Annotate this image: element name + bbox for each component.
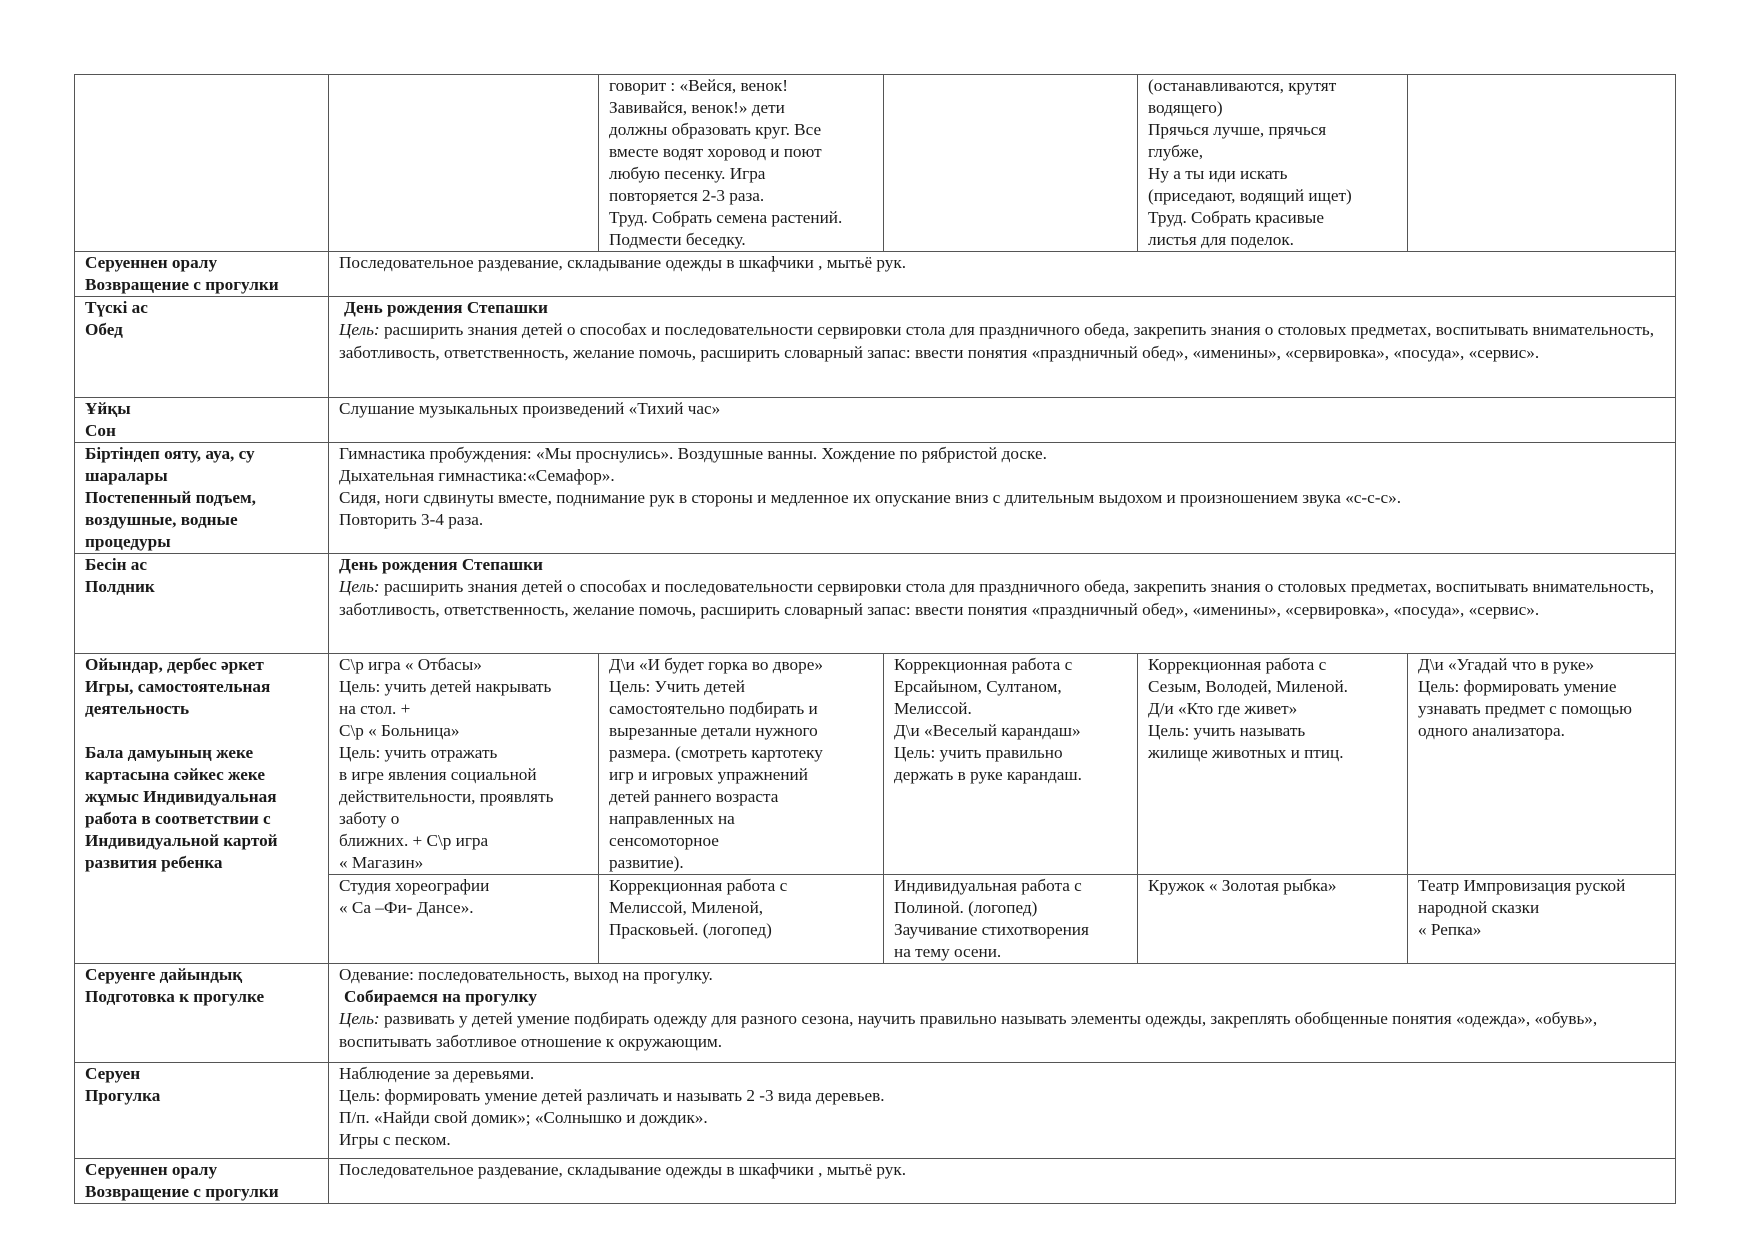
prep-row <box>75 964 1676 1063</box>
cont-text-line: Прячься лучше, прячься <box>1148 120 1327 139</box>
cont-text-line: (останавливаются, крутят <box>1148 76 1337 95</box>
walk-label: Серуен Прогулка <box>75 1063 329 1159</box>
games-cell-5: Д\и «Угадай что в руке» Цель: формировать умение узнавать предмет с помощью одного анализатора. <box>1408 654 1676 875</box>
wakeup-row <box>75 443 1676 554</box>
cont-label-cell <box>75 75 329 252</box>
games2-cell-3: Индивидуальная работа с Полиной. (логопед) Заучивание стихотворения на тему осени. <box>884 875 1138 964</box>
return-content: Последовательное раздевание, складывание одежды в шкафчики , мытьё рук. <box>329 252 1676 297</box>
cont-text-line: Труд. Собрать красивые <box>1148 208 1324 227</box>
return-row-2 <box>75 1159 1676 1204</box>
prep-label: Серуенге дайындық Подготовка к прогулке <box>75 964 329 1063</box>
cont-cell-4 <box>884 75 1138 252</box>
cont-text-line: должны образовать круг. Все <box>609 120 822 139</box>
games-row <box>75 654 1676 875</box>
snack-content <box>329 554 1676 654</box>
return-label: Серуеннен оралу Возвращение с прогулки <box>75 252 329 297</box>
daily-plan-table <box>74 74 1676 1204</box>
wakeup-label: Біртіндеп ояту, ауа, су шаралары Постепенный подъем, воздушные, водные процедуры <box>75 443 329 554</box>
games2-cell-4: Кружок « Золотая рыбка» <box>1138 875 1408 964</box>
wakeup-content: Гимнастика пробуждения: «Мы проснулись». Воздушные ванны. Хождение по рябристой доске. Дыхательная гимнастика:«Семафор». Сидя, ноги сдвинуты вместе, поднимание рук в стороны и медленное их опускание вниз с длительным выдохом и произношением звука «с-с-с». Повторить 3-4 раза. <box>329 443 1676 554</box>
games2-cell-5: Театр Импровизация руской народной сказки « Репка» <box>1408 875 1676 964</box>
sleep-content: Слушание музыкальных произведений «Тихий час» <box>329 398 1676 443</box>
games-label: Ойындар, дербес әркет Игры, самостоятельная деятельность Бала дамуының жеке картасына сәйкес жеке жұмыс Индивидуальная работа в соответствии с Индивидуальной картой развития ребенка <box>75 654 329 964</box>
lunch-label: Түскі ас Обед <box>75 297 329 398</box>
cont-text-line: Подмести беседку. <box>609 230 746 249</box>
cont-text-line: (приседают, водящий ищет) <box>1148 186 1352 205</box>
snack-heading: День рождения Степашки <box>339 555 543 574</box>
return-row <box>75 252 1676 297</box>
cont-text-line: говорит : «Вейся, венок! <box>609 76 788 95</box>
cont-cell-6 <box>1408 75 1676 252</box>
cont-text-line: повторяется 2-3 раза. <box>609 186 765 205</box>
games-cell-4: Коррекционная работа с Сезым, Володей, Миленой. Д/и «Кто где живет» Цель: учить называть жилище животных и птиц. <box>1138 654 1408 875</box>
games2-cell-1: Студия хореографии « Са –Фи- Дансе». <box>329 875 599 964</box>
return2-content: Последовательное раздевание, складывание одежды в шкафчики , мытьё рук. <box>329 1159 1676 1204</box>
cont-text-line: Ну а ты иди искать <box>1148 164 1288 183</box>
games-cell-2: Д\и «И будет горка во дворе» Цель: Учить детей самостоятельно подбирать и вырезанные детали нужного размера. (смотреть картотеку игр и игровых упражнений детей раннего возраста направленных на сенсомоторное развитие). <box>599 654 884 875</box>
cont-cell-3 <box>599 75 884 252</box>
cont-text-line: вместе водят хоровод и поют <box>609 142 822 161</box>
lunch-content <box>329 297 1676 398</box>
snack-goal: Цель: расширить знания детей о способах и последовательности сервировки стола для праздничного обеда, закрепить знания о столовых предметах, воспитывать внимательность, заботливость, ответственность, желание помочь, расширить словарный запас: ввести понятия «праздничный обед», «именины», «сервировка», «посуда», «сервис». <box>339 577 1655 619</box>
cont-text-line: глубже, <box>1148 142 1204 161</box>
cont-text-line: любую песенку. Игра <box>609 164 766 183</box>
continuation-row <box>75 75 1676 252</box>
lunch-heading: День рождения Степашки <box>344 298 548 317</box>
games-cell-3: Коррекционная работа с Ерсайыном, Султаном, Мелиссой. Д\и «Веселый карандаш» Цель: учить правильно держать в руке карандаш. <box>884 654 1138 875</box>
prep-goal: Цель: развивать у детей умение подбирать одежду для разного сезона, научить правильно называть элементы одежды, закреплять обобщенные понятия «одежда», «обувь», воспитывать заботливое отношение к окружающим. <box>339 1009 1598 1051</box>
games2-cell-2: Коррекционная работа с Мелиссой, Миленой, Прасковьей. (логопед) <box>599 875 884 964</box>
cont-cell-5 <box>1138 75 1408 252</box>
cont-text-line: водящего) <box>1148 98 1223 117</box>
return2-label: Серуеннен оралу Возвращение с прогулки <box>75 1159 329 1204</box>
games-cell-1: С\р игра « Отбасы» Цель: учить детей накрывать на стол. + С\р « Больница» Цель: учить отражать в игре явления социальной действительности, проявлять заботу о ближних. + С\р игра « Магазин» <box>329 654 599 875</box>
lunch-row <box>75 297 1676 398</box>
prep-heading: Собираемся на прогулку <box>344 987 537 1006</box>
cont-text-line: листья для поделок. <box>1148 230 1294 249</box>
lunch-goal: Цель: расширить знания детей о способах и последовательности сервировки стола для праздничного обеда, закрепить знания о столовых предметах, воспитывать внимательность, заботливость, ответственность, желание помочь, расширить словарный запас: ввести понятия «праздничный обед», «именины», «сервировка», «посуда», «сервис». <box>339 320 1655 362</box>
snack-row <box>75 554 1676 654</box>
sleep-label: Ұйқы Сон <box>75 398 329 443</box>
cont-cell-2 <box>329 75 599 252</box>
walk-content: Наблюдение за деревьями. Цель: формировать умение детей различать и называть 2 -3 вида деревьев. П/п. «Найди свой домик»; «Солнышко и дождик». Игры с песком. <box>329 1063 1676 1159</box>
prep-content: Одевание: последовательность, выход на прогулку. Собираемся на прогулку Цель: развивать у детей умение подбирать одежду для разного сезона, научить правильно называть элементы одежды, закреплять обобщенные понятия «одежда», «обувь», воспитывать заботливое отношение к окружающим. <box>329 964 1676 1063</box>
cont-text-line: Труд. Собрать семена растений. <box>609 208 843 227</box>
cont-text-line: Завивайся, венок!» дети <box>609 98 785 117</box>
sleep-row <box>75 398 1676 443</box>
snack-label: Бесін ас Полдник <box>75 554 329 654</box>
walk-row <box>75 1063 1676 1159</box>
